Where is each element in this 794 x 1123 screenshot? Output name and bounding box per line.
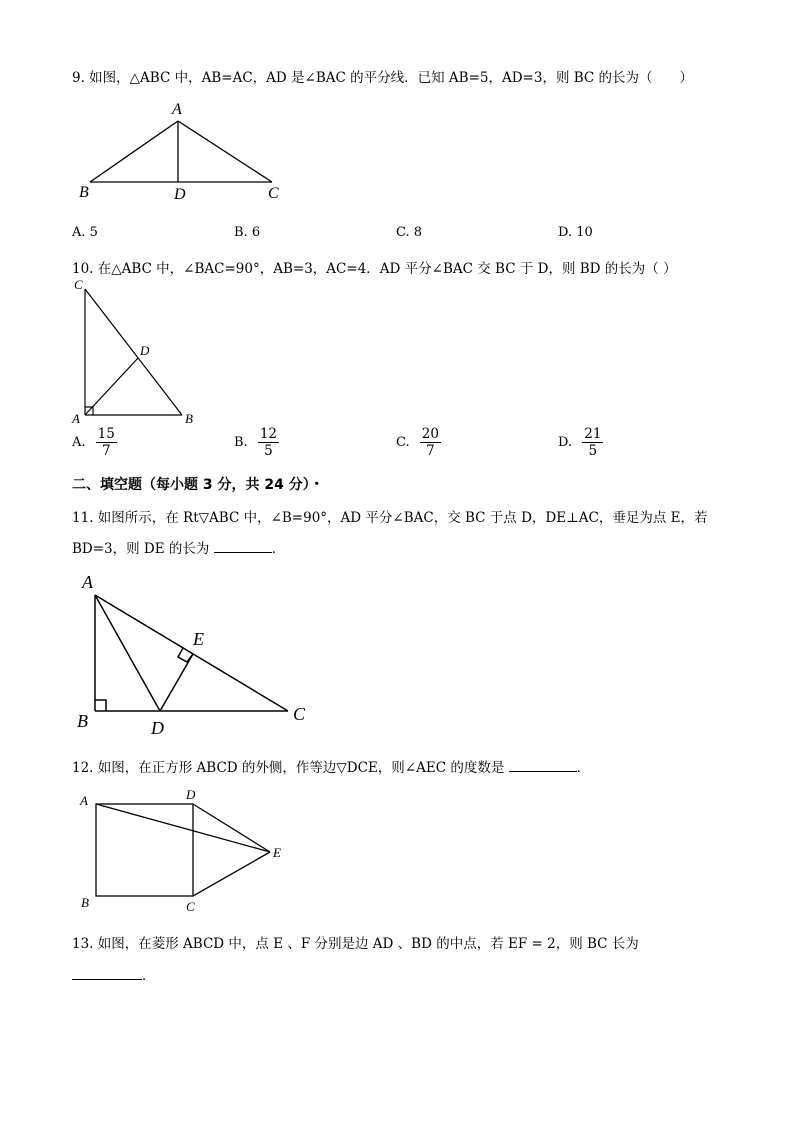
q11-text-line-2-content: BD=3，则 DE 的长为 — [72, 541, 210, 557]
q10-option-b-letter: B. — [234, 435, 248, 450]
q10-label-a: A — [72, 411, 80, 426]
q10-option-b-denominator: 5 — [264, 443, 273, 459]
q9-label-c: C — [268, 185, 279, 202]
q10-option-b-numerator: 12 — [259, 426, 278, 442]
q10-option-a-letter: A. — [72, 435, 86, 450]
q12-segment-ae — [96, 804, 270, 852]
q13-text: 13. 如图，在菱形 ABCD 中，点 E 、F 分别是边 AD 、BD 的中点，若 EF = 2，则 BC 长为 — [72, 936, 639, 952]
q12-label-c: C — [186, 899, 195, 914]
q10-label-c: C — [74, 277, 83, 292]
q9-label-d: D — [174, 186, 186, 203]
q10-option-a-numerator: 15 — [97, 426, 115, 442]
q10-label-d: D — [140, 343, 150, 358]
q11-label-a: A — [82, 572, 93, 592]
q9-option-c[interactable]: C. 8 — [396, 225, 423, 240]
q10-option-a-denominator: 7 — [101, 443, 111, 459]
q11-label-c: C — [293, 704, 306, 724]
q10-option-d-numerator: 21 — [584, 426, 602, 442]
q10-label-b: B — [185, 411, 193, 426]
q9-option-d[interactable]: D. 10 — [558, 225, 593, 240]
q9-option-b[interactable]: B. 6 — [234, 225, 261, 240]
q10-option-d-denominator: 5 — [588, 443, 598, 459]
q11-text-line-2: BD=3，则 DE 的长为 ． — [72, 541, 286, 557]
q10-option-d-letter: D. — [558, 435, 573, 450]
q12-label-a: A — [80, 793, 88, 808]
q11-text-line-1: 11. 如图所示，在 Rt▽ABC 中，∠B=90°，AD 平分∠BAC，交 BC 于点 D，DE⊥AC，垂足为点 E，若 — [72, 510, 708, 526]
q9-label-b: B — [79, 184, 89, 201]
q10-option-c-letter: C. — [396, 435, 410, 450]
q11-label-d: D — [151, 718, 164, 738]
q9-label-a: A — [172, 101, 182, 118]
q13-answer-line: ． — [72, 964, 156, 984]
q12-segment-de — [193, 804, 270, 852]
q10-option-c-denominator: 7 — [426, 443, 435, 459]
q12-line: 12. 如图，在正方形 ABCD 的外侧，作等边▽DCE，则∠AEC 的度数是 ． — [72, 760, 591, 776]
q11-label-e: E — [193, 629, 204, 649]
section-2-heading: 二、填空题（每小题 3 分，共 24 分）・ — [72, 477, 324, 493]
q10-option-c-numerator: 20 — [421, 426, 439, 442]
q9-text: 9. 如图，△ABC 中，AB=AC，AD 是∠BAC 的平分线．已知 AB=5，AD=3，则 BC 的长为（ ） — [72, 70, 694, 86]
q12-label-e: E — [273, 845, 281, 860]
q9-option-a[interactable]: A. 5 — [72, 225, 98, 240]
q11-label-b: B — [77, 711, 88, 731]
q12-text: 12. 如图，在正方形 ABCD 的外侧，作等边▽DCE，则∠AEC 的度数是 — [72, 760, 505, 776]
q13-answer-blank[interactable] — [72, 967, 142, 980]
q12-label-b: B — [81, 895, 89, 910]
q10-text: 10. 在△ABC 中，∠BAC=90°，AB=3，AC=4．AD 平分∠BAC 交 BC 于 D，则 BD 的长为（ ） — [72, 261, 677, 277]
q12-label-d: D — [186, 787, 196, 802]
q12-segment-ce — [193, 852, 270, 896]
